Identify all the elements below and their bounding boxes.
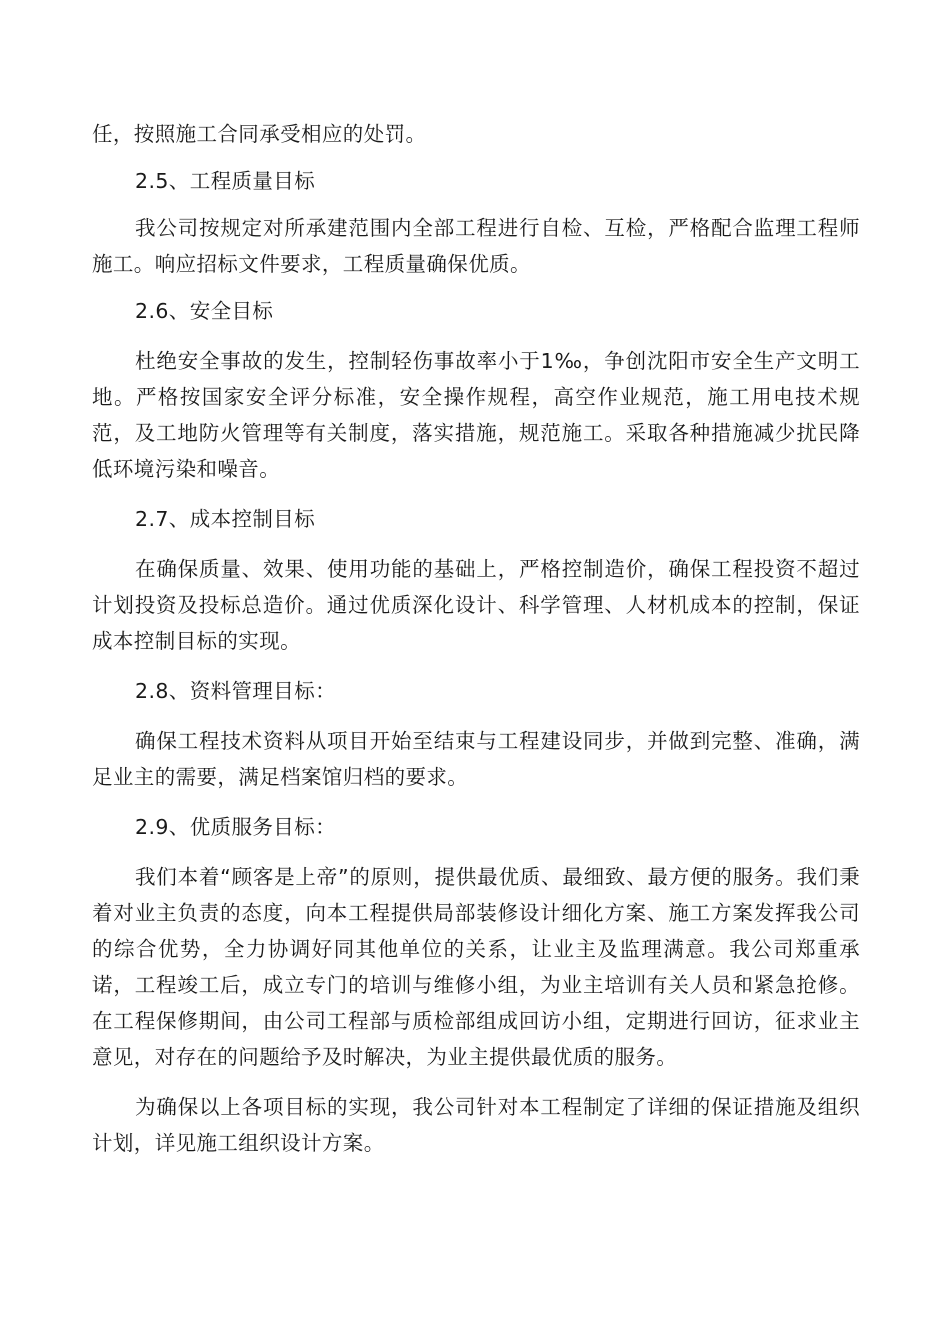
closing-paragraph: 为确保以上各项目标的实现，我公司针对本工程制定了详细的保证措施及组织计划，详见施工组织设计方案。 <box>92 1095 860 1155</box>
section-2-7-heading: 2.7、成本控制目标 <box>135 507 316 531</box>
section-2-8-heading: 2.8、资料管理目标： <box>135 679 337 703</box>
section-2-9-heading: 2.9、优质服务目标： <box>135 815 337 839</box>
paragraph-carryover: 任，按照施工合同承受相应的处罚。 <box>92 122 427 146</box>
document-body <box>92 116 860 1161</box>
section-2-8-body: 确保工程技术资料从项目开始至结束与工程建设同步，并做到完整、准确，满足业主的需要，满足档案馆归档的要求。 <box>92 729 860 789</box>
section-2-6-heading: 2.6、安全目标 <box>135 299 274 323</box>
section-2-5-body: 我公司按规定对所承建范围内全部工程进行自检、互检，严格配合监理工程师施工。响应招标文件要求，工程质量确保优质。 <box>92 216 860 276</box>
section-2-7-body: 在确保质量、效果、使用功能的基础上，严格控制造价，确保工程投资不超过计划投资及投标总造价。通过优质深化设计、科学管理、人材机成本的控制，保证成本控制目标的实现。 <box>92 557 860 653</box>
section-2-9-body: 我们本着“顾客是上帝”的原则，提供最优质、最细致、最方便的服务。我们秉着对业主负责的态度，向本工程提供局部装修设计细化方案、施工方案发挥我公司的综合优势，全力协调好同其他单位的关系，让业主及监理满意。我公司郑重承诺，工程竣工后，成立专门的培训与维修小组，为业主培训有关人员和紧急抢修。在工程保修期间，由公司工程部与质检部组成回访小组，定期进行回访，征求业主意见，对存在的问题给予及时解决，为业主提供最优质的服务。 <box>92 865 860 1069</box>
section-2-5-heading: 2.5、工程质量目标 <box>135 169 316 193</box>
section-2-6-body: 杜绝安全事故的发生，控制轻伤事故率小于1‰，争创沈阳市安全生产文明工地。严格按国家安全评分标准，安全操作规程，高空作业规范，施工用电技术规范，及工地防火管理等有关制度，落实措施，规范施工。采取各种措施减少扰民降低环境污染和噪音。 <box>92 349 860 481</box>
